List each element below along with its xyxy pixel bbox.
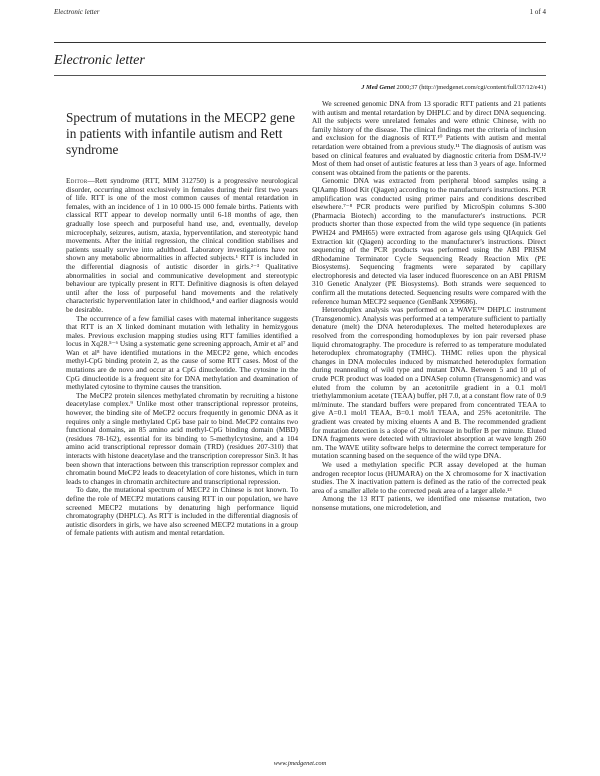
right-paragraph-4: We used a methylation specific PCR assay developed at the human androgen receptor locus (HUMARA) on the X chromosome for X inactivation studies. The X inactivation pattern is defined as the ratio of the corrected peak area of a smaller allele to the corrected peak area of a larger allele.¹³ (312, 459, 546, 495)
editor-lead: Editor (66, 176, 88, 185)
right-column (312, 100, 546, 513)
footer-url: www.jmedgenet.com (273, 760, 327, 767)
right-paragraph-5: Among the 13 RTT patients, we identified one missense mutation, two nonsense mutations, one microdeletion, and (312, 494, 546, 512)
citation-journal: J Med Genet (361, 84, 395, 91)
left-paragraph-4: To date, the mutational spectrum of MECP2 in Chinese is not known. To define the role of MECP2 mutations causing RTT in our population, we have screened MECP2 mutations by denaturing high performance liquid chromatography (DHPLC). As RTT is included in the differential diagnosis of autistic disorders in girls, we have also screened MECP2 mutations in a group of female patients with autism and mental retardation. (66, 485, 298, 538)
section-title: Electronic letter (54, 53, 145, 68)
top-rule (54, 42, 546, 43)
citation-details: 2000;37 (http://jmedgenet.com/cgi/content/full/37/12/e41) (394, 84, 546, 91)
left-column (66, 177, 298, 538)
left-paragraph-1: Editor—Rett syndrome (RTT, MIM 312750) is a progressive neurological disorder, occurring almost exclusively in females during their first two years of life. RTT is one of the most common causes of mental retardation in females, with an incidence of 1 in 10 000-15 000 female births. Patients with classical RTT appear to develop normally until 6-18 months of age, then gradually lose speech and purposeful hand use, and, eventually, develop microcephaly, seizures, autism, ataxia, hyperventilation, and stereotypic hand movements. After the initial regression, the clinical condition stabilises and patients usually survive into adulthood. Laboratory investigations have not shown any metabolic abnormalities in affected subjects.¹ RTT is included in the differential diagnosis of autistic disorder in girls.²⁻³ Qualitative abnormalities in social and communicative development and stereotypic behaviour are typically present in RTT. Definitive diagnosis is often delayed until after the loss of purposeful hand movements and the relatively characteristic hyperventilation later in childhood,⁴ and earlier diagnosis would be desirable. (66, 176, 298, 314)
left-paragraph-2: The occurrence of a few familial cases with maternal inheritance suggests that RTT is an X linked dominant mutation with lethality in hemizygous males. Previous exclusion mapping studies using RTT families identified a locus in Xq28.⁵⁻⁶ Using a systematic gene screening approach, Amir et al⁷ and Wan et al⁸ have identified mutations in the MECP2 gene, which encodes methyl-CpG binding protein 2, as the cause of some RTT cases. Most of the mutations are de novo and occur at a CpG dinucleotide. The cytosine in the CpG dinucleotide is a frequent site for DNA methylation and deamination of methylated cytosine to thymine causes the transition. (66, 313, 298, 392)
running-header-journal: Electronic letter (54, 8, 100, 16)
running-header (54, 8, 546, 20)
page-number: 1 of 4 (529, 8, 546, 16)
citation (361, 84, 546, 91)
right-paragraph-3: Heteroduplex analysis was performed on a WAVE™ DHPLC instrument (Transgenomic). Analysis was performed at a temperature sufficient to partially denature (melt) the DNA heteroduplexes. The melted heteroduplexes are resolved from the corresponding homoduplexes by ion pair reversed phase liquid chromatography. The procedure is referred to as temperature modulated heteroduplex chromatography (TMHC). THMC relies upon the physical changes in DNA molecules induced by mismatched heteroduplex formation during reannealing of wild type and mutant DNA. Between 5 and 10 µl of crude PCR product was loaded on a DNASep column (Transgenomic) and was eluted from the column by an acetonitrile gradient in a 0.1 mol/l triethylammonium acetate (TEAA) buffer, pH 7.0, at a constant flow rate of 0.9 ml/minute. The standard buffers were prepared from concentrated TEAA to give A=0.1 mol/l TEAA, B=0.1 mol/l TEAA, and 25% acetonitrile. The gradient was created by mixing eluents A and B. The recommended gradient for mutation detection is a slope of 2% increase in buffer B per minute. Eluted DNA fragments were detected with ultraviolet absorption at wave length 260 nm. The WAVE utility software helps to determine the correct temperature for mutation scanning based on the sequence of the wild type DNA. (312, 305, 546, 461)
section-rule (54, 75, 546, 76)
right-paragraph-1: We screened genomic DNA from 13 sporadic RTT patients and 21 patients with autism and mental retardation by DHPLC and by direct DNA sequencing. All the subjects were unrelated females and were ethnic Chinese, with no family history of the disease. The clinical findings met the criteria of inclusion and exclusion for the diagnosis of RTT.¹⁰ Patients with autism and mental retardation were obtained from a previous study.¹¹ The diagnosis of autism was based on clinical features and evaluated by diagnostic criteria from DSM-IV.¹² Most of them had onset of autistic features at less than 3 years of age. Informed consent was obtained from the patients or the parents. (312, 99, 546, 177)
right-paragraph-2: Genomic DNA was extracted from peripheral blood samples using a QIAamp Blood Kit (Qiagen) according to the manufacturer's instructions. PCR amplification was conducted using primer pairs and conditions described elsewhere.⁷⁻⁸ PCR products were purified by MicroSpin columns S-300 (Pharmacia Biotech) according to the manufacturer's instructions. PCR products shorter than those expected from the wild type sequence (in patients PWH24 and PMH65) were extracted from agarose gels using QIAquick Gel Extraction kit (Qiagen) according to the manufacturer's instructions. Direct sequencing of the PCR products was performed using the ABI PRISM dRhodamine Terminator Cycle Sequencing Ready Reaction Mix (PE Biosystems). Sequencing fragments were separated by capillary electrophoresis and detected via laser induced fluorescence on an ABI PRISM 310 Genetic Analyzer (PE Biosystems). Both strands were sequenced to confirm all the mutations detected. Sequencing results were compared with the reference human MECP2 sequence (GenBank X99686). (312, 176, 546, 306)
article-title: Spectrum of mutations in the MECP2 gene in patients with infantile autism and Rett syndrome (66, 110, 295, 157)
left-paragraph-3: The MeCP2 protein silences methylated chromatin by recruiting a histone deacetylase complex.⁹ Unlike most other transcriptional repressor proteins, however, the binding site of MeCP2 occurs frequently in genomic DNA as it requires only a single methylated CpG base pair to bind. MeCP2 contains two functional domains, an 85 amino acid methyl-CpG binding domain (MBD) (residues 78-162), essential for its binding to 5-methylcytosine, and a 104 amino acid transcriptional repressor domain (TRD) (residues 207-310) that interacts with histone deacetylase and the transcription corepressor Sin3. It has been shown that interactions between this transcription repressor complex and chromatin bound MeCP2 leads to deacetylation of core histones, which in turn leads to changes in chromatin architecture and transcriptional repression. (66, 390, 298, 486)
